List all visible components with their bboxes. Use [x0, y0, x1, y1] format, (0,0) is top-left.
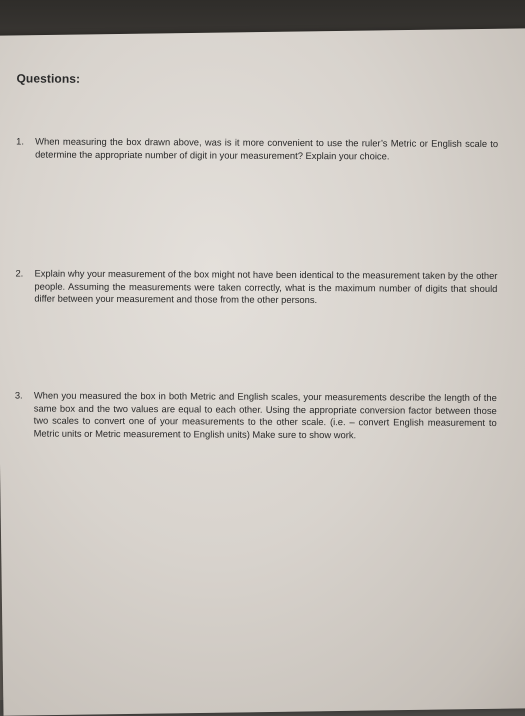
question-text: When measuring the box drawn above, was is it more convenient to use the ruler’s Metric or English scale to determine the appropriate number of digit in your measurement? Explain your choice.	[35, 135, 499, 162]
question-number: 3.	[14, 389, 23, 401]
question-text: Explain why your measurement of the box might not have been identical to the measurement taken by the other people. Assuming the measurements were taken correctly, what is the maximum number of digits that should differ between your measurement and those from the other persons.	[34, 267, 498, 306]
question-3	[15, 389, 505, 442]
paper-sheet	[0, 28, 525, 715]
question-number: 2.	[15, 267, 24, 279]
worksheet-content	[14, 71, 507, 441]
questions-heading: Questions:	[16, 71, 81, 86]
question-text: When you measured the box in both Metric and English scales, your measurements describe the length of the same box and the two values are equal to each other. Using the appropriate conversion factor between those two scales to convert one of your measurements to the other scale. (i.e. – convert English measurement to Metric units or Metric measurement to English units) Make sure to show work.	[33, 389, 497, 441]
question-2	[15, 267, 505, 307]
question-number: 1.	[16, 135, 25, 147]
question-1	[16, 135, 506, 163]
